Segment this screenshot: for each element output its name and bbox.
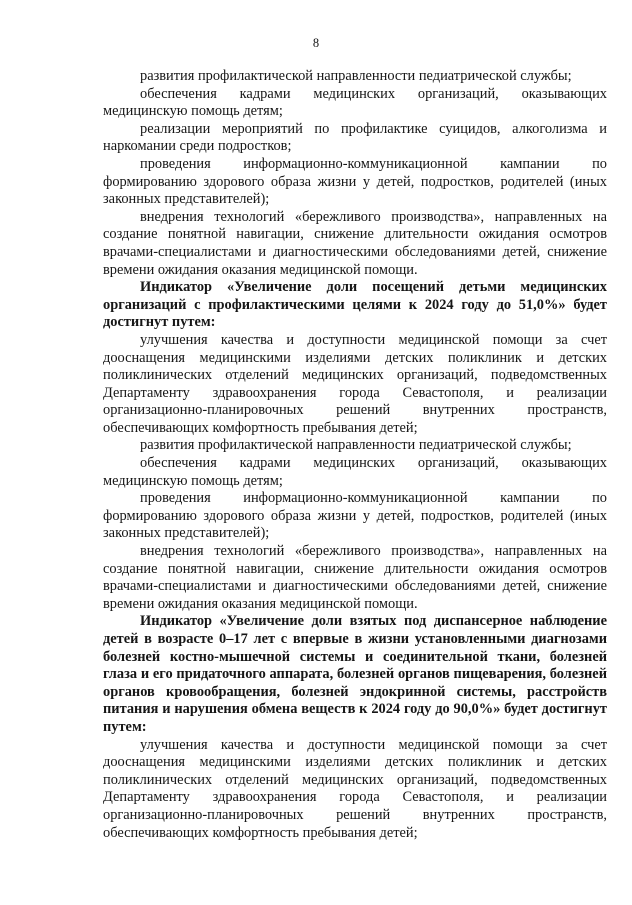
body-paragraph: внедрения технологий «бережливого производства», направленных на создание понятной навигации, снижение длительности ожидания осмотров врачами-специалистами и диагностическими обследованиями детей, снижение времени ожидания оказания медицинской помощи. [103, 208, 607, 278]
body-paragraph: обеспечения кадрами медицинских организаций, оказывающих медицинскую помощь детям; [103, 455, 607, 489]
page-number: 8 [312, 36, 320, 50]
body-paragraph: обеспечения кадрами медицинских организаций, оказывающих медицинскую помощь детям; [103, 85, 607, 120]
body-paragraph: проведения информационно-коммуникационной кампании по формированию здорового образа жизни у детей, подростков, родителей (иных законных представителей); [103, 155, 607, 208]
body-paragraph: проведения информационно-коммуникационной кампании по формированию здорового образа жизни у детей, подростков, родителей (иных законных представителей); [103, 490, 607, 542]
document-body [103, 68, 607, 842]
body-paragraph: улучшения качества и доступности медицинской помощи за счет дооснащения медицинскими изделиями детских поликлиник и детских поликлинических отделений медицинских организаций, подведомственных Департаменту здравоохранения города Севастополя, и реализации организационно-планировочных решений внутренних пространств, обеспечивающих комфортность пребывания детей; [103, 331, 607, 436]
indicator-heading: Индикатор «Увеличение доли взятых под диспансерное наблюдение детей в возрасте 0–17 лет с впервые в жизни установленными диагнозами болезней костно-мышечной системы и соединительной ткани, болезней глаза и его придаточного аппарата, болезней органов пищеварения, болезней органов кровообращения, болезней эндокринной системы, расстройств питания и нарушения обмена веществ к 2024 году до 90,0%» будет достигнут путем: [103, 613, 607, 735]
body-paragraph: реализации мероприятий по профилактике суицидов, алкоголизма и наркомании среди подростков; [103, 120, 607, 155]
body-paragraph: внедрения технологий «бережливого производства», направленных на создание понятной навигации, снижение длительности ожидания осмотров врачами-специалистами и диагностическими обследованиями детей, снижение времени ожидания оказания медицинской помощи. [103, 543, 607, 612]
body-paragraph: улучшения качества и доступности медицинской помощи за счет дооснащения медицинскими изделиями детских поликлиник и детских поликлинических отделений медицинских организаций, подведомственных Департаменту здравоохранения города Севастополя, и реализации организационно-планировочных решений внутренних пространств, обеспечивающих комфортность пребывания детей; [103, 736, 607, 841]
body-paragraph: развития профилактической направленности педиатрической службы; [140, 437, 572, 454]
body-paragraph: развития профилактической направленности педиатрической службы; [140, 68, 572, 84]
indicator-heading: Индикатор «Увеличение доли посещений детьми медицинских организаций с профилактическими целями к 2024 году до 51,0%» будет достигнут путем: [103, 279, 607, 331]
